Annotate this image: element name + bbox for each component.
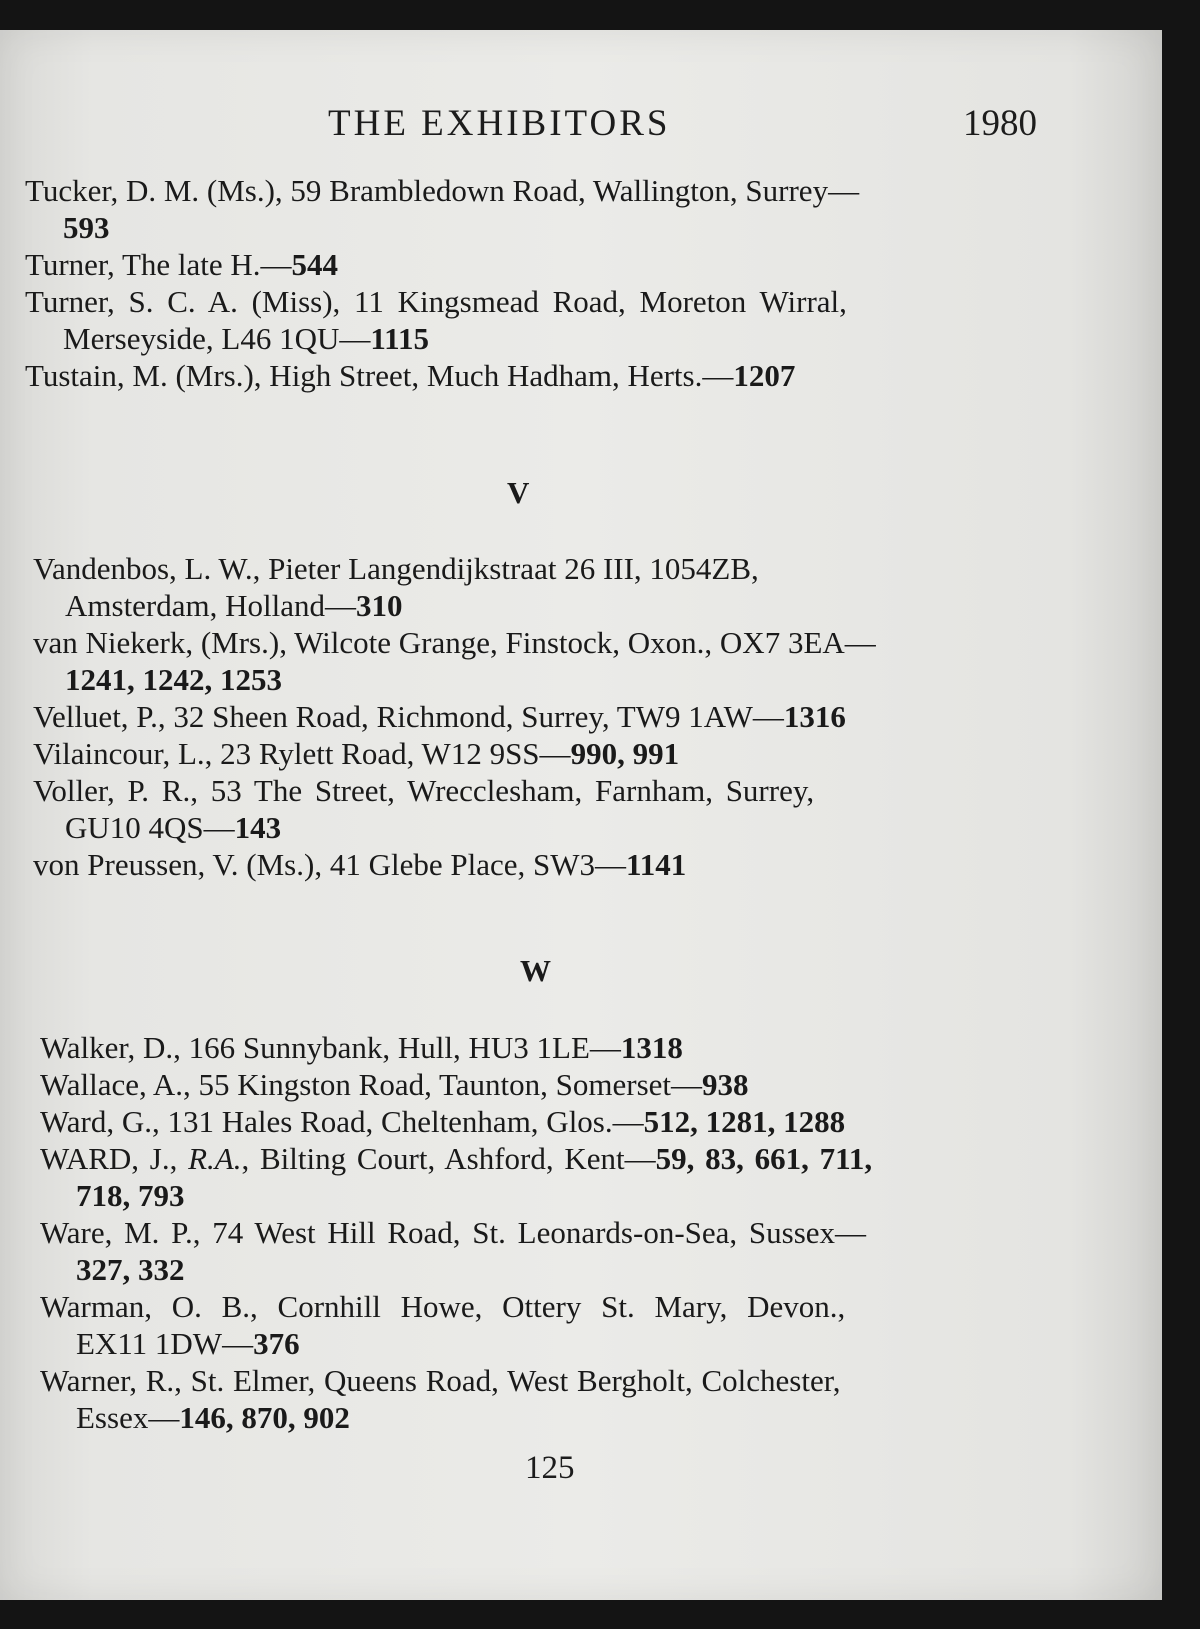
entry-text: Voller, P. R., 53 The Street, Wrecclesham, Farnham, Surrey, <box>33 773 815 808</box>
entry-text: Turner, The late H.— <box>25 247 292 282</box>
entry-refs: 1207 <box>733 358 796 393</box>
entry-text: , Bilting Court, Ashford, Kent— <box>241 1141 656 1176</box>
entry-refs: 512, 1281, 1288 <box>643 1104 846 1139</box>
list-item <box>25 172 1010 246</box>
entry-text: Essex— <box>76 1400 180 1435</box>
entry-refs: 1318 <box>620 1030 683 1065</box>
page-year: 1980 <box>963 103 1037 144</box>
entry-text: Amsterdam, Holland— <box>65 588 357 623</box>
entry-text: Tustain, M. (Mrs.), High Street, Much Hadham, Herts.— <box>25 358 734 393</box>
page-title: THE EXHIBITORS <box>328 103 671 144</box>
list-item <box>40 1362 1015 1436</box>
list-item <box>25 357 1010 394</box>
list-item <box>40 1288 1015 1362</box>
entry-refs: 1241, 1242, 1253 <box>65 662 282 697</box>
list-item <box>40 1029 1015 1066</box>
list-item <box>40 1066 1015 1103</box>
entry-text: Merseyside, L46 1QU— <box>63 321 371 356</box>
list-item <box>33 772 1013 846</box>
entry-text: Velluet, P., 32 Sheen Road, Richmond, Surrey, TW9 1AW— <box>33 699 784 734</box>
entry-refs: 310 <box>356 588 403 623</box>
section-letter-w: W <box>520 953 551 988</box>
entry-text: Vilaincour, L., 23 Rylett Road, W12 9SS— <box>33 736 571 771</box>
list-item <box>40 1214 1015 1288</box>
entry-refs: 1115 <box>370 321 429 356</box>
page-number: 125 <box>525 1450 575 1486</box>
entry-refs: 938 <box>702 1067 749 1102</box>
book-page <box>0 30 1162 1600</box>
list-item <box>40 1140 1015 1214</box>
entry-refs: 146, 870, 902 <box>179 1400 350 1435</box>
entry-refs: 327, 332 <box>76 1252 185 1287</box>
list-item <box>33 698 1013 735</box>
entry-text: WARD, J., <box>40 1141 189 1176</box>
entry-refs: 1316 <box>783 699 846 734</box>
entry-text: Walker, D., 166 Sunnybank, Hull, HU3 1LE— <box>40 1030 621 1065</box>
running-head <box>0 102 1162 152</box>
list-item <box>33 846 1013 883</box>
entry-text: EX11 1DW— <box>76 1326 254 1361</box>
entry-refs: 1141 <box>625 847 687 882</box>
list-item <box>33 624 1013 698</box>
list-item <box>25 283 1010 357</box>
entry-text: van Niekerk, (Mrs.), Wilcote Grange, Finstock, Oxon., OX7 3EA— <box>33 625 876 660</box>
entry-honour: R.A. <box>188 1141 242 1176</box>
entry-text: Warman, O. B., Cornhill Howe, Ottery St. Mary, Devon., <box>40 1289 846 1324</box>
entry-refs: 990, 991 <box>570 736 680 771</box>
list-item <box>33 735 1013 772</box>
entry-text: Tucker, D. M. (Ms.), 59 Brambledown Road, Wallington, Surrey— <box>25 173 860 208</box>
entry-refs: 376 <box>253 1326 300 1361</box>
entry-text: Warner, R., St. Elmer, Queens Road, West Bergholt, Colchester, <box>40 1363 841 1398</box>
entry-text: Ware, M. P., 74 West Hill Road, St. Leonards-on-Sea, Sussex— <box>40 1215 867 1250</box>
entry-text: GU10 4QS— <box>65 810 235 845</box>
entry-text: Turner, S. C. A. (Miss), 11 Kingsmead Road, Moreton Wirral, <box>25 284 847 319</box>
entry-refs: 718, 793 <box>76 1178 185 1213</box>
entry-text: von Preussen, V. (Ms.), 41 Glebe Place, SW3— <box>33 847 626 882</box>
entry-refs: 143 <box>234 810 282 845</box>
section-letter-v: V <box>507 475 530 510</box>
entry-refs: 59, 83, 661, 711, <box>655 1141 873 1176</box>
entry-text: Ward, G., 131 Hales Road, Cheltenham, Glos.— <box>40 1104 644 1139</box>
entry-text: Wallace, A., 55 Kingston Road, Taunton, Somerset— <box>40 1067 703 1102</box>
list-item <box>25 246 1010 283</box>
list-item <box>33 550 1013 624</box>
entry-refs: 544 <box>291 247 339 282</box>
list-item <box>40 1103 1015 1140</box>
entry-refs: 593 <box>63 210 110 245</box>
entry-text: Vandenbos, L. W., Pieter Langendijkstraat 26 III, 1054ZB, <box>33 551 759 586</box>
